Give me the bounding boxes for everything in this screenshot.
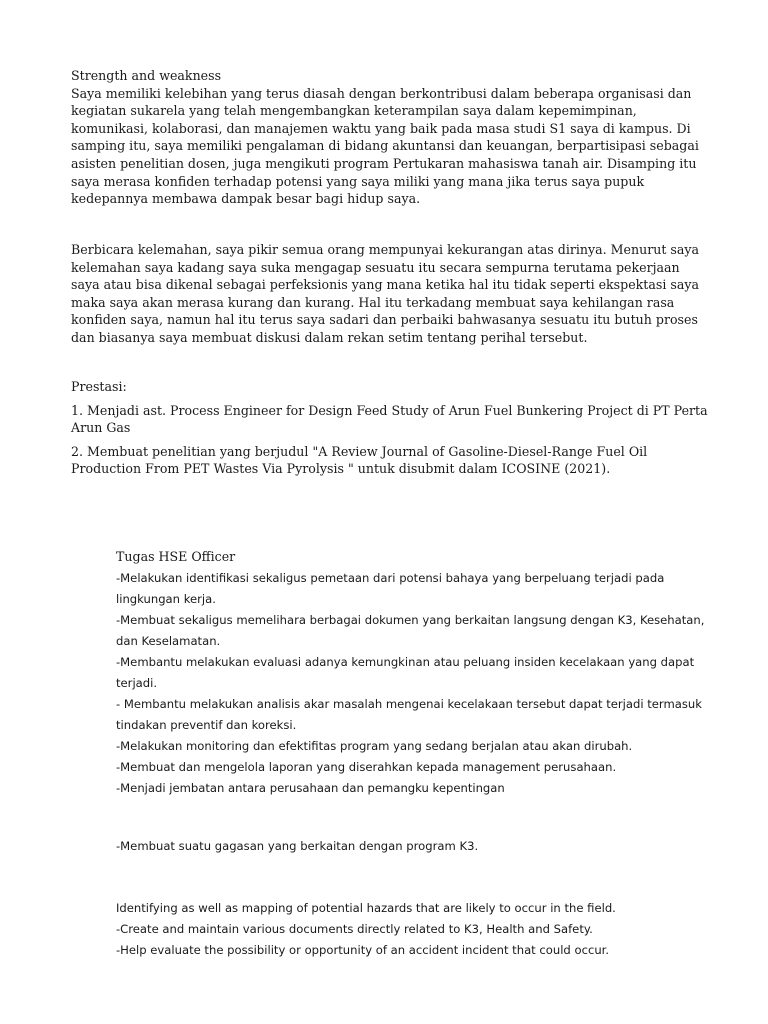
english-section	[116, 898, 716, 961]
tugas-line: -Membuat dan mengelola laporan yang diserahkan kepada management perusahaan.	[116, 760, 617, 774]
prestasi-section	[71, 378, 711, 478]
prestasi-item: 2. Membuat penelitian yang berjudul "A Review Journal of Gasoline-Diesel-Range Fuel Oil Production From PET Wastes Via Pyrolysis " untuk disubmit dalam ICOSINE (2021).	[71, 443, 648, 477]
tugas-line: -Melakukan monitoring dan efektifitas program yang sedang berjalan atau akan dirubah.	[116, 739, 633, 753]
tugas-extra-line: -Membuat suatu gagasan yang berkaitan dengan program K3.	[116, 839, 479, 853]
tugas-line: -Membantu melakukan evaluasi adanya kemungkinan atau peluang insiden kecelakaan yang dapat terjadi.	[116, 655, 695, 690]
strength-paragraph: Saya memiliki kelebihan yang terus diasah dengan berkontribusi dalam beberapa organisasi dan kegiatan sukarela yang telah mengembangkan keterampilan saya dalam kepemimpinan, komunikasi, kolaborasi, dan manajemen waktu yang baik pada masa studi S1 saya di kampus. Di samping itu, saya memiliki pengalaman di bidang akuntansi dan keuangan, berpartisipasi sebagai asisten penelitian dosen, juga mengikuti program Pertukaran mahasiswa tanah air. Disamping itu saya merasa konfiden terhadap potensi yang saya miliki yang mana jika terus saya pupuk kedepannya membawa dampak besar bagi hidup saya.	[71, 85, 699, 207]
english-line: -Help evaluate the possibility or opportunity of an accident incident that could occur.	[116, 943, 610, 957]
tugas-line: - Membantu melakukan analisis akar masalah mengenai kecelakaan tersebut dapat terjadi termasuk tindakan preventif dan koreksi.	[116, 697, 702, 732]
tugas-line: -Membuat sekaligus memelihara berbagai dokumen yang berkaitan langsung dengan K3, Kesehatan, dan Keselamatan.	[116, 613, 705, 648]
tugas-title: Tugas HSE Officer	[116, 549, 236, 564]
english-line: Identifying as well as mapping of potential hazards that are likely to occur in the field.	[116, 901, 616, 915]
weakness-section	[71, 241, 711, 347]
tugas-extra-section	[116, 836, 716, 857]
strength-section	[71, 67, 711, 208]
prestasi-heading: Prestasi:	[71, 379, 127, 394]
tugas-section	[116, 548, 716, 799]
strength-heading: Strength and weakness	[71, 68, 222, 83]
tugas-line: -Melakukan identifikasi sekaligus pemetaan dari potensi bahaya yang berpeluang terjadi pada lingkungan kerja.	[116, 571, 665, 606]
weakness-paragraph: Berbicara kelemahan, saya pikir semua orang mempunyai kekurangan atas dirinya. Menurut saya kelemahan saya kadang saya suka mengagap sesuatu itu secara sempurna terutama pekerjaan saya atau bisa dikenal sebagai perfeksionis yang mana ketika hal itu tidak seperti ekspektasi saya maka saya akan merasa kurang dan kurang. Hal itu terkadang membuat saya kehilangan rasa konfiden saya, namun hal itu terus saya sadari dan perbaiki bahwasanya sesuatu itu butuh proses dan biasanya saya membuat diskusi dalam rekan setim tentang perihal tersebut.	[71, 242, 700, 345]
tugas-line: -Menjadi jembatan antara perusahaan dan pemangku kepentingan	[116, 781, 505, 795]
prestasi-item: 1. Menjadi ast. Process Engineer for Design Feed Study of Arun Fuel Bunkering Project di PT Perta Arun Gas	[71, 402, 708, 436]
english-line: -Create and maintain various documents directly related to K3, Health and Safety.	[116, 922, 593, 936]
